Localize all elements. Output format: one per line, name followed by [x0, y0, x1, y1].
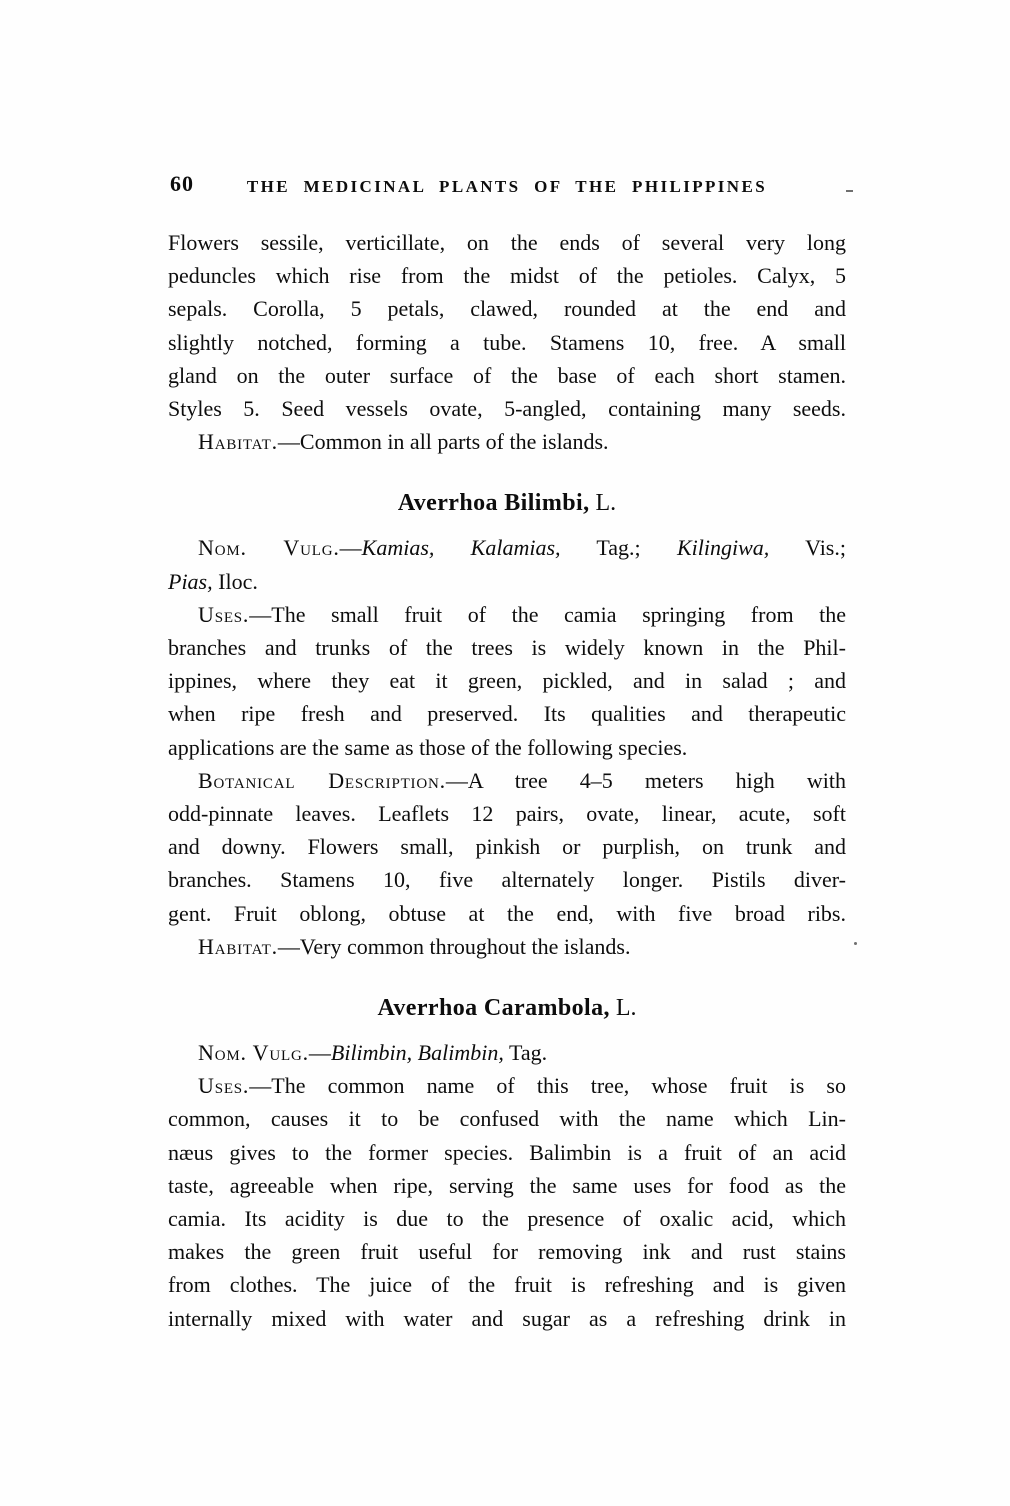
text-line [168, 697, 846, 730]
text-run: and downy. Flowers small, pinkish or purplish, on trunk and [168, 834, 846, 860]
text-run: Uses. [198, 1073, 250, 1099]
text-run: —The common name of this tree, whose fruit is so [249, 1073, 846, 1099]
text-line [168, 1036, 846, 1069]
text-run: gent. Fruit oblong, obtuse at the end, with five broad ribs. [168, 900, 846, 926]
species-heading [168, 991, 846, 1025]
text-run: Flowers sessile, verticillate, on the ends of several very long [168, 230, 846, 255]
page-number: 60 [170, 171, 194, 196]
text-run: — [308, 1040, 331, 1066]
text-line [168, 292, 846, 325]
running-title: THE MEDICINAL PLANTS OF THE PHILIPPINES [246, 177, 768, 196]
text-run: Kamias, Kalamias, [361, 535, 561, 561]
text-line [168, 1136, 846, 1169]
text-line [168, 1102, 846, 1135]
text-line [168, 1069, 846, 1102]
text-line [168, 425, 846, 458]
text-line [168, 531, 846, 564]
text-run: peduncles which rise from the midst of the petioles. Calyx, 5 [168, 263, 846, 289]
text-line [168, 930, 846, 963]
text-run: Pias, [168, 568, 213, 594]
text-line [168, 1268, 846, 1301]
text-run: Kilingiwa, [676, 535, 770, 561]
text-run: odd-pinnate leaves. Leaflets 12 pairs, ovate, linear, acute, soft [168, 801, 846, 827]
text-run: Averrhoa Bilimbi, [397, 490, 590, 517]
text-line [168, 631, 846, 664]
text-line [168, 1169, 846, 1202]
text-run: applications are the same as those of the following species. [168, 734, 688, 760]
text-run: taste, agreeable when ripe, serving the same uses for food as the [168, 1172, 846, 1198]
text-run: L. [589, 490, 617, 517]
text-line [168, 392, 846, 425]
text-run: Tag.; [560, 535, 677, 561]
text-line [168, 731, 846, 764]
text-run: Averrhoa Carambola, [377, 995, 610, 1022]
text-run: Vis.; [769, 535, 846, 561]
text-line [168, 1235, 846, 1268]
text-run: — [339, 535, 362, 561]
text-run: sepals. Corolla, 5 petals, clawed, rounded at the end and [168, 296, 846, 322]
text-run: Iloc. [212, 568, 258, 594]
text-line [168, 830, 846, 863]
body-lines [168, 226, 846, 1335]
text-line [168, 764, 846, 797]
text-run: ippines, where they eat it green, pickled, and in salad ; and [168, 668, 846, 694]
text-run: næus gives to the former species. Balimbin is a fruit of an acid [168, 1139, 846, 1165]
text-run: Tag. [503, 1040, 548, 1066]
text-run: Bilimbin, Balimbin, [330, 1040, 504, 1066]
text-run: gland on the outer surface of the base of each short stamen. [168, 362, 846, 388]
text-line [168, 598, 846, 631]
species-heading [168, 486, 846, 520]
text-run: —Common in all parts of the islands. [277, 429, 609, 455]
text-line [168, 259, 846, 292]
text-run: Uses. [198, 601, 250, 627]
text-run: Botanical Description. [198, 767, 446, 793]
page-header [168, 171, 846, 200]
text-run: —Very common throughout the islands. [277, 933, 631, 959]
text-line [168, 359, 846, 392]
text-run: makes the green fruit useful for removing ink and rust stains [168, 1239, 846, 1265]
text-run: branches and trunks of the trees is widely known in the Phil- [168, 635, 846, 661]
text-line [168, 1202, 846, 1235]
text-line [168, 565, 846, 598]
text-run: Nom. Vulg. [198, 535, 340, 561]
scan-speck [846, 190, 853, 192]
text-block [168, 0, 846, 1335]
text-line [168, 1302, 846, 1335]
text-line [168, 226, 846, 259]
text-line [168, 797, 846, 830]
text-run: when ripe fresh and preserved. Its qualities and therapeutic [168, 701, 846, 727]
text-run: Habitat. [198, 933, 278, 959]
text-line [168, 897, 846, 930]
text-run: Styles 5. Seed vessels ovate, 5-angled, containing many seeds. [168, 396, 846, 422]
scan-speck [854, 942, 857, 945]
text-run: Habitat. [198, 429, 278, 455]
text-run: camia. Its acidity is due to the presence of oxalic acid, which [168, 1206, 846, 1232]
text-line [168, 863, 846, 896]
text-run: internally mixed with water and sugar as a refreshing drink in [168, 1305, 846, 1331]
text-run: —The small fruit of the camia springing from the [249, 601, 846, 627]
text-run: L. [609, 995, 637, 1022]
text-run: slightly notched, forming a tube. Stamens 10, free. A small [168, 329, 846, 355]
text-run: branches. Stamens 10, five alternately longer. Pistils diver- [168, 867, 846, 893]
text-run: Nom. Vulg. [198, 1040, 309, 1066]
text-run: —A tree 4–5 meters high with [445, 767, 846, 793]
text-line [168, 664, 846, 697]
text-run: common, causes it to be confused with the name which Lin- [168, 1106, 846, 1132]
text-line [168, 326, 846, 359]
text-run: from clothes. The juice of the fruit is refreshing and is given [168, 1272, 846, 1298]
